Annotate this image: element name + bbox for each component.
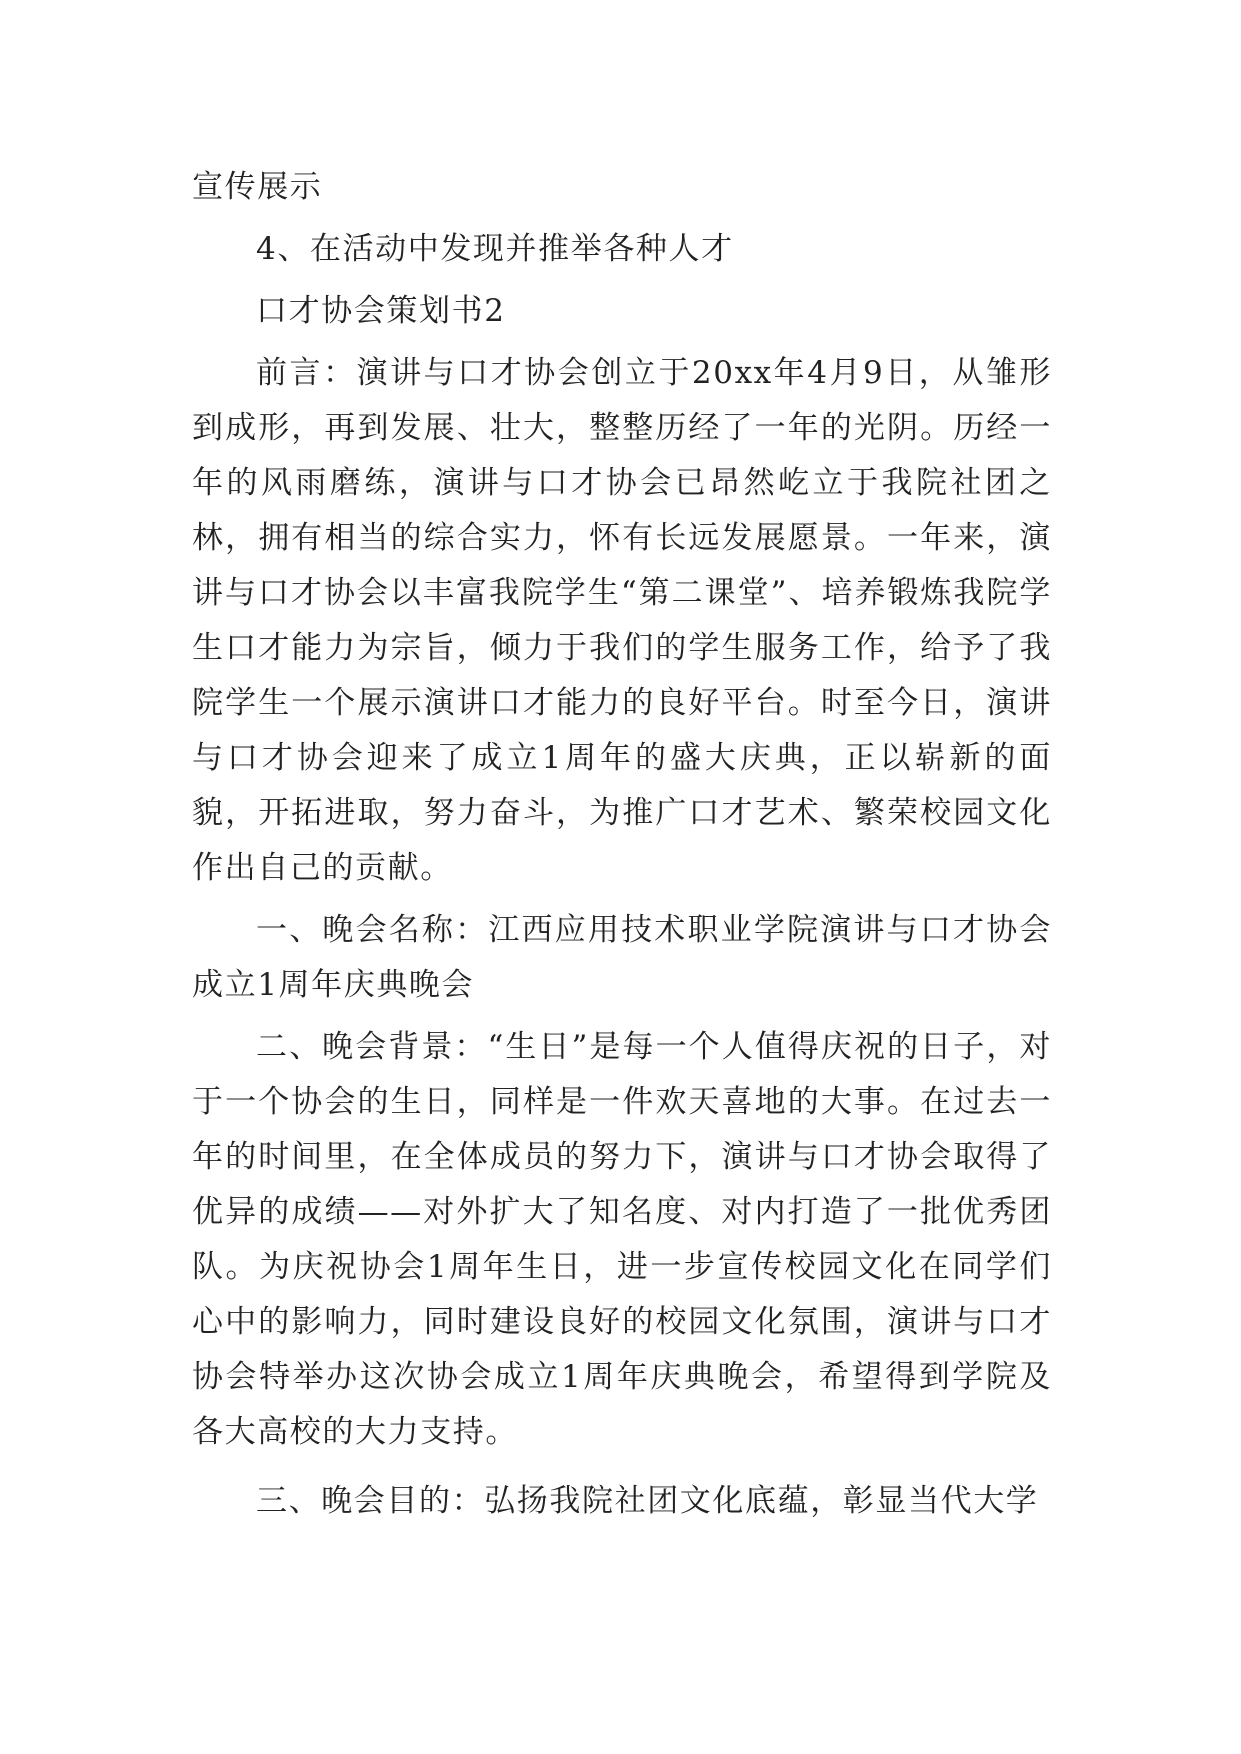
paragraph-list-item-4: 4、在活动中发现并推举各种人才 [256, 231, 734, 267]
paragraph-event-purpose: 三、晚会目的：弘扬我院社团文化底蕴，彰显当代大学 [256, 1483, 1039, 1519]
paragraph-preface: 前言：演讲与口才协会创立于20xx年4月9日，从雏形到成形，再到发展、壮大，整整历经了一年的光阴。历经一年的风雨磨练，演讲与口才协会已昂然屹立于我院社团之林，拥有相当的综合实力，怀有长远发展愿景。一年来，演讲与口才协会以丰富我院学生“第二课堂”、培养锻炼我院学生口才能力为宗旨，倾力于我们的学生服务工作，给予了我院学生一个展示演讲口才能力的良好平台。时至今日，演讲与口才协会迎来了成立1周年的盛大庆典，正以崭新的面貌，开拓进取，努力奋斗，为推广口才艺术、繁荣校园文化作出自己的贡献。 [192, 355, 1052, 886]
section-heading: 口才协会策划书2 [256, 293, 506, 329]
paragraph-continuation: 宣传展示 [192, 169, 323, 205]
paragraph-event-background: 二、晚会背景：“生日”是每一个人值得庆祝的日子，对于一个协会的生日，同样是一件欢天喜地的大事。在过去一年的时间里，在全体成员的努力下，演讲与口才协会取得了优异的成绩——对外扩大了知名度、对内打造了一批优秀团队。为庆祝协会1周年生日，进一步宣传校园文化在同学们心中的影响力，同时建设良好的校园文化氛围，演讲与口才协会特举办这次协会成立1周年庆典晚会，希望得到学院及各大高校的大力支持。 [192, 1029, 1052, 1450]
document-body [192, 160, 1052, 1529]
paragraph-event-name: 一、晚会名称：江西应用技术职业学院演讲与口才协会成立1周年庆典晚会 [192, 912, 1052, 1003]
